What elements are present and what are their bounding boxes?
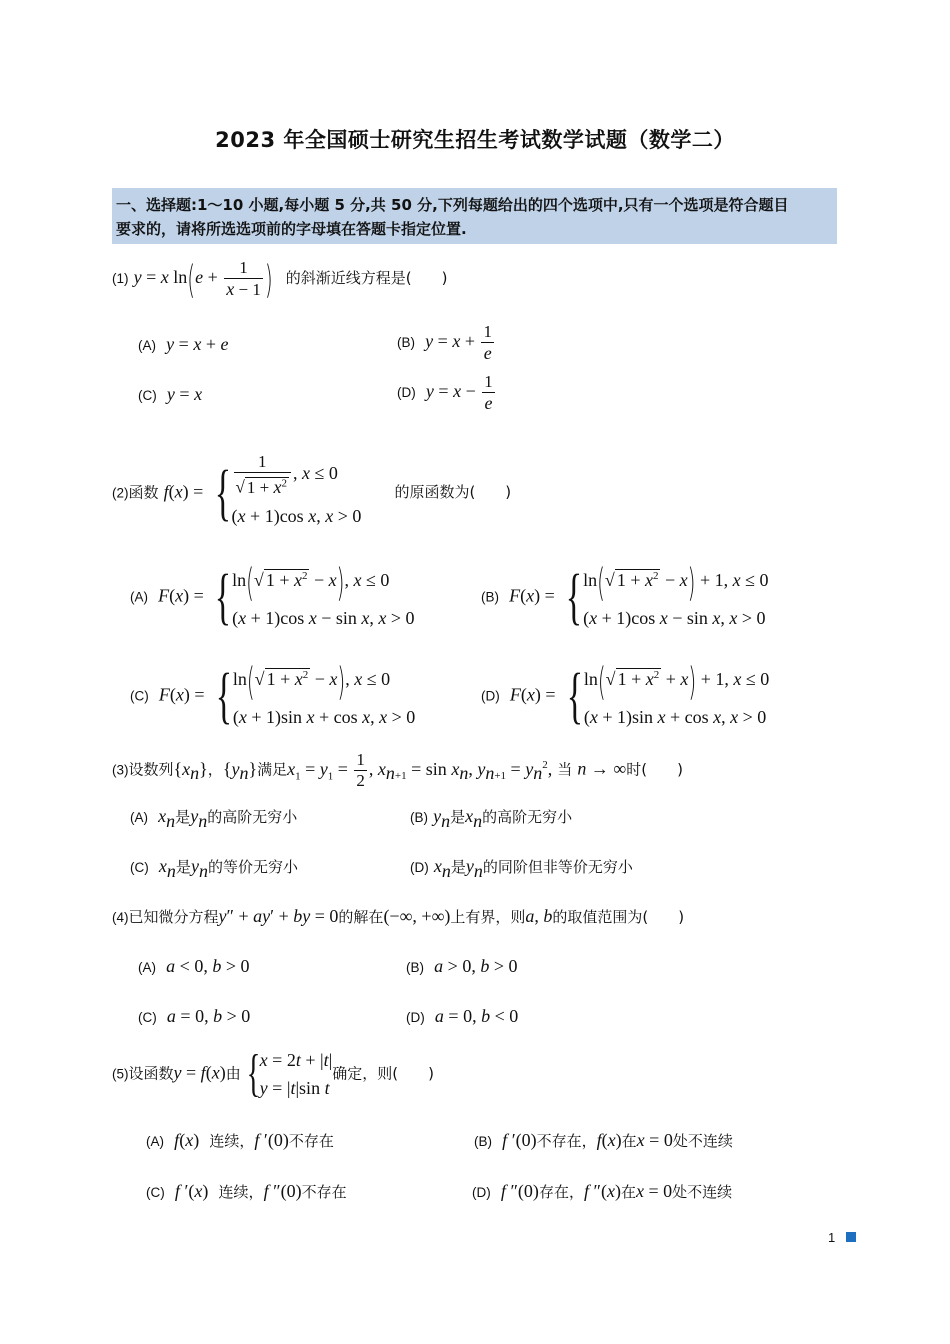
- question-4: (4)已知微分方程y″ + ay′ + by = 0的解在(−∞, +∞)上有界，则a, b的取值范围为( ): [112, 906, 685, 926]
- option-c: (C) F(x) = { ln(√ $1 + x^2 - x$), x ≤ 0 (x + 1)sin x + cos x, x > 0: [130, 658, 416, 730]
- option-a: (A) f(x) 连续，f ′(0)不存在: [146, 1130, 334, 1150]
- formula: f(x) =: [163, 481, 208, 502]
- question-2: (2)函数 f(x) = { $\frac{1}{√ 1 + x^2}$ , x ≤ 0 (x + 1)cos x, x > 0 的原函数为( ): [112, 452, 512, 527]
- page-number: 1: [828, 1230, 836, 1245]
- option-b: (B) a > 0, b > 0: [406, 956, 518, 976]
- option-d: (D) $x_n$是$y_n$的同阶但非等价无穷小: [410, 856, 633, 881]
- question-5: (5)设函数y = f(x)由 { x = 2t + |t| y = |t|sin t 确定，则( ): [112, 1045, 434, 1102]
- option-b: (B) f ′(0)不存在，f(x)在x = 0处不连续: [474, 1130, 733, 1150]
- formula: y = x ln(e + $\frac{1}{x - 1}$ ): [133, 256, 273, 302]
- option-a: (A) $x_n$是$y_n$的高阶无穷小: [130, 806, 298, 831]
- option-b: (B) $y_n$是$x_n$的高阶无穷小: [410, 806, 573, 831]
- option-a: (A) F(x) = { ln(√ $1 + x^2 - x$), x ≤ 0 (x + 1)cos x − sin x, x > 0: [130, 559, 415, 631]
- option-d: (D) F(x) = { ln(√ $1 + x^2 + x) + 1$, x ≤ 0 (x + 1)sin x + cos x, x > 0: [481, 658, 770, 730]
- option-b: (B) y = x + $\frac{1}{e}$: [397, 322, 492, 363]
- question-1: [112, 258, 447, 300]
- question-number: (1): [112, 271, 129, 287]
- option-a: (A) a < 0, b > 0: [138, 956, 250, 976]
- option-a: (A) y = x + e: [138, 334, 229, 354]
- section-instructions-line2: 要求的，请将所选选项前的字母填在答题卡指定位置.: [116, 220, 467, 238]
- page-title: 2023 年全国硕士研究生招生考试数学试题（数学二）: [215, 128, 735, 152]
- option-c: (C) a = 0, b > 0: [138, 1006, 251, 1026]
- question-3: (3)设数列$\{x_n\}$，$\{y_n\}$满足$x_1 = y_1$ = $\frac{1}{2}$ , $x_{n+1} = \sin x_n$, $y_{n+1} = y_n^2$, 当 n → ∞时( ): [112, 750, 683, 790]
- option-d: (D) y = x − $\frac{1}{e}$: [397, 372, 493, 413]
- section-header: [112, 188, 837, 244]
- option-c: (C) y = x: [138, 384, 203, 404]
- page-marker: [846, 1232, 856, 1242]
- option-c: (C) f ′(x) 连续，f ″(0)不存在: [146, 1181, 347, 1201]
- option-b: (B) F(x) = { ln(√ $1 + x^2 - x) + 1$, x ≤ 0 (x + 1)cos x − sin x, x > 0: [481, 559, 769, 631]
- option-c: (C) $x_n$是$y_n$的等价无穷小: [130, 856, 298, 881]
- option-d: (D) f ″(0)存在，f ″(x)在x = 0处不连续: [472, 1181, 733, 1201]
- question-text: 的斜渐近线方程是( ): [285, 269, 448, 288]
- section-instructions-line1: 一、选择题:1～10 小题,每小题 5 分,共 50 分,下列每题给出的四个选项中,只有一个选项是符合题目: [116, 196, 789, 214]
- option-d: (D) a = 0, b < 0: [406, 1006, 519, 1026]
